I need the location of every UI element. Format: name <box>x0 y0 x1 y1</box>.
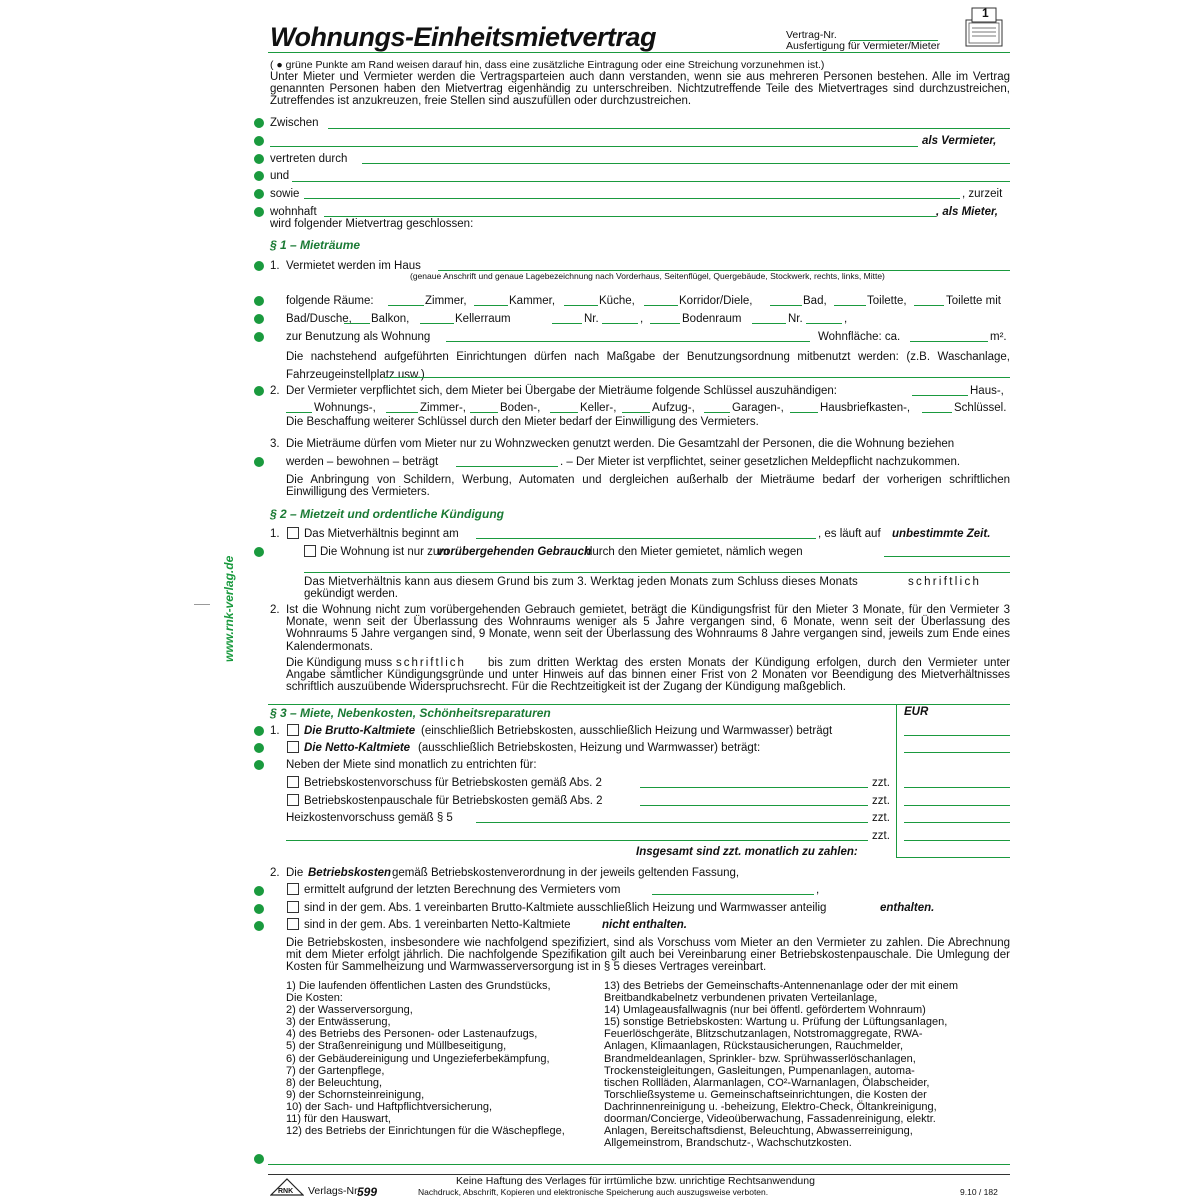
kammer-field[interactable] <box>474 305 508 306</box>
label-keller: Kellerraum <box>455 313 511 325</box>
haus-key-field[interactable] <box>912 395 968 396</box>
footer-version: 9.10 / 182 <box>960 1187 998 1197</box>
endet-text-a: Das Mietverhältnis kann aus diesem Grund bis zum 3. Werktag jeden Monats zum Schluss dieses Monats <box>304 576 858 588</box>
label-wohnung-nur: Die Wohnung ist nur zum <box>320 546 449 558</box>
marker-dot <box>254 136 264 146</box>
kueche-field[interactable] <box>564 305 598 306</box>
label-netto-text: (ausschließlich Betriebskosten, Heizung und Warmwasser) beträgt: <box>418 742 761 754</box>
aufzug-key-field[interactable] <box>622 412 650 413</box>
label-vorschuss: Betriebskostenvorschuss für Betriebskosten gemäß Abs. 2 <box>304 777 602 789</box>
heiz-eur-field[interactable] <box>904 822 1010 823</box>
label-vertreten: vertreten durch <box>270 153 348 165</box>
label-als-vermieter: als Vermieter, <box>922 135 997 147</box>
marker-dot <box>254 886 264 896</box>
s1-p2-text: Der Vermieter verpflichtet sich, dem Mieter bei Übergabe der Mieträume folgende Schlüssel auszuhändigen: <box>286 385 838 397</box>
bk-list-item: 13) des Betriebs der Gemeinschafts-Antennenanlage oder der mit einem <box>604 980 959 992</box>
insgesamt-eur-field[interactable] <box>896 857 1010 858</box>
s1-p3-melde: . – Der Mieter ist verpflichtet, seiner gesetzlichen Meldepflicht nachzukommen. <box>560 456 961 468</box>
label-keller-nr: Nr. <box>584 313 599 325</box>
side-url: www.rnk-verlag.de <box>222 555 236 662</box>
label-sowie: sowie <box>270 188 300 200</box>
marker-dot <box>254 904 264 914</box>
brutto-eur-field[interactable] <box>904 735 1010 736</box>
signature-line[interactable] <box>268 1164 1010 1165</box>
pauschale-field[interactable] <box>640 805 868 806</box>
label-laeuft: , es läuft auf <box>818 528 881 540</box>
vorschuss-checkbox[interactable] <box>287 776 299 788</box>
s3-p2-a: Die <box>286 867 304 879</box>
bk-opt2-checkbox[interactable] <box>287 901 299 913</box>
unbefristet-checkbox[interactable] <box>287 527 299 539</box>
label-zwischen: Zwischen <box>270 117 319 129</box>
korridor-field[interactable] <box>644 305 678 306</box>
marker-dot <box>254 760 264 770</box>
s1-p3-werden: werden – bewohnen – beträgt <box>286 456 439 468</box>
vertreten-field[interactable] <box>362 163 1010 164</box>
label-gemietet: durch den Mieter gemietet, nämlich wegen <box>586 546 803 558</box>
brutto-checkbox[interactable] <box>287 724 299 736</box>
wohnflaeche-field[interactable] <box>910 341 988 342</box>
rnk-logo-text: RNK <box>278 1188 294 1195</box>
label-opt2: sind in der gem. Abs. 1 vereinbarten Brutto-Kaltmiete ausschließlich Heizung und Warmwasser anteilig <box>304 902 827 914</box>
label-toilette-mit: Toilette mit <box>946 295 1001 307</box>
s1-p2-num: 2. <box>270 385 280 397</box>
intro-hint: ( ● grüne Punkte am Rand weisen darauf hin, dass eine zusätzliche Eintragung oder eine Streichung vorzunehmen ist.) <box>270 59 825 71</box>
bk-list-left <box>286 980 604 1137</box>
bk-list-item: Breitbandkabelnetz verbundenen privaten Verteilanlage, <box>604 992 878 1005</box>
marker-dot <box>254 332 264 342</box>
bk-list-item: 3) der Entwässerung, <box>286 1016 391 1029</box>
vermieter-field-2[interactable] <box>270 146 918 147</box>
bk-list-item: 14) Umlageausfallwagnis (nur bei öffentl. gefördertem Wohnraum) <box>604 1004 926 1017</box>
label-zzt: zzt. <box>872 830 890 842</box>
publisher-label: Verlags-Nr. <box>308 1185 360 1197</box>
marker-dot <box>254 547 264 557</box>
marker-dot <box>254 386 264 396</box>
bk-list-item: 11) für den Hauswart, <box>286 1113 391 1126</box>
endet-schriftlich: schriftlich <box>908 576 982 588</box>
heiz-field[interactable] <box>476 822 868 823</box>
footer-copyright: Nachdruck, Abschrift, Kopieren und elektronische Speicherung auch auszugsweise verboten. <box>418 1187 769 1197</box>
berechnung-date-field[interactable] <box>652 894 814 895</box>
marker-dot <box>254 726 264 736</box>
keller-field[interactable] <box>420 323 454 324</box>
bk-list-item: tischen Rollläden, Alarmanlagen, CO²-Warnanlagen, Ölabscheider, <box>604 1076 930 1089</box>
label-bad: Bad, <box>803 295 827 307</box>
bk-list-item: Anlagen, Bereitschaftsdienst, Beleuchtung, Abwasserreinigung, <box>604 1125 913 1138</box>
personen-field[interactable] <box>456 466 558 467</box>
label-und: und <box>270 170 290 182</box>
label-opt1-end: , <box>816 884 820 896</box>
marker-dot <box>254 118 264 128</box>
beschaffung-text: Die Beschaffung weiterer Schlüssel durch den Mieter bedarf der Einwilligung des Vermieters. <box>286 416 759 428</box>
marker-dot <box>254 296 264 306</box>
extra-eur-field[interactable] <box>904 840 1010 841</box>
s1-p3-text: Die Mieträume dürfen vom Mieter nur zu Wohnzwecken genutzt werden. Die Gesamtzahl der Personen, die die Wohnung beziehen <box>286 438 955 450</box>
section-3-heading: § 3 – Miete, Nebenkosten, Schönheitsreparaturen <box>270 706 551 720</box>
label-zzt: zzt. <box>872 795 890 807</box>
s3-p1-num: 1. <box>270 725 280 737</box>
bk-list-item: Anlagen, Klimaanlagen, Rückstausicherungen, Rauchmelder, <box>604 1040 904 1053</box>
label-als-mieter: , als Mieter, <box>936 206 999 218</box>
label-toilette: Toilette, <box>867 295 907 307</box>
hausbrief-key-field[interactable] <box>790 412 818 413</box>
label-wohnflaeche: Wohnfläche: ca. <box>818 331 901 343</box>
label-haus-key: Haus-, <box>970 385 1004 397</box>
label-zimmer-key: Zimmer-, <box>420 402 466 414</box>
keller-key-field[interactable] <box>550 412 578 413</box>
bk-list-item: 4) des Betriebs des Personen- oder Lastenaufzugs, <box>286 1028 538 1041</box>
label-m2: m². <box>990 331 1007 343</box>
bk-opt1-checkbox[interactable] <box>287 883 299 895</box>
vorschuss-field[interactable] <box>640 787 868 788</box>
label-keller-key: Keller-, <box>580 402 617 414</box>
label-wohnhaft: wohnhaft <box>270 206 317 218</box>
section-2-heading: § 2 – Mietzeit und ordentliche Kündigung <box>270 507 505 521</box>
fold-mark <box>194 604 210 605</box>
marker-dot <box>254 171 264 181</box>
s3-top-rule <box>268 704 1010 705</box>
marker-dot <box>254 261 264 271</box>
zimmer-field[interactable] <box>388 305 424 306</box>
label-zurzeit: , zurzeit <box>962 188 1003 200</box>
boden-count-field[interactable] <box>752 323 786 324</box>
label-korridor: Korridor/Diele, <box>679 295 753 307</box>
bad-field[interactable] <box>770 305 802 306</box>
netto-checkbox[interactable] <box>287 741 299 753</box>
intro-text: Unter Mieter und Vermieter werden die Vertragsparteien auch dann verstanden, wenn sie aus mehreren Personen bestehen. Alle im Vertrag genannten Personen haben den Mietvertrag eigenhändig zu unterschreiben. Nichtzutreffende Teile des Mietvertrages sind durchzustreichen, Zutreffendes ist anzukreuzen, freie Stellen sind auszufüllen oder durchzustreichen. <box>270 71 1010 107</box>
grund-field-1[interactable] <box>884 556 1010 557</box>
s1-p3-num: 3. <box>270 438 280 450</box>
label-brutto: Die Brutto-Kaltmiete <box>304 725 416 737</box>
keller-nr-field[interactable] <box>602 323 638 324</box>
s2-p2-num: 2. <box>270 604 280 616</box>
s2-p2-text: Ist die Wohnung nicht zum vorübergehenden Gebrauch gemietet, beträgt die Kündigungsfrist für den Mieter 3 Monate, für den Vermieter 3 Monate, wenn seit der Überlassung des Wohnraums weniger als 5 Jahre vergangen sind, 6 Monate, wenn seit der Überlassung des Wohnraums 5 Jahre vergangen sind, 9 Monate, wenn seit der Überlassung des Wohnraums 8 Jahre vergangen sind, jeweils zum Ende eines Kalendermonats. <box>286 604 1010 653</box>
vorschuss-eur-field[interactable] <box>904 787 1010 788</box>
bk-list-item: Trockensteigleitungen, Gasleitungen, Pumpenanlagen, automa- <box>604 1064 915 1077</box>
keller-count-field[interactable] <box>552 323 582 324</box>
bk-list-item: Dachrinnenreinigung u. -beheizung, Elektro-Check, Öltankreinigung, <box>604 1100 937 1113</box>
marker-dot <box>254 743 264 753</box>
label-boden: Bodenraum <box>682 313 742 325</box>
label-geschlossen: wird folgender Mietvertrag geschlossen: <box>270 218 474 230</box>
s1-p1-text: Vermietet werden im Haus <box>286 260 421 272</box>
bk-list-item: 6) der Gebäudereinigung und Ungezieferbekämpfung, <box>286 1052 550 1065</box>
marker-dot <box>254 189 264 199</box>
s3-p2-b: gemäß Betriebskostenverordnung in der jeweils geltenden Fassung, <box>392 867 740 879</box>
page-title: Wohnungs-Einheitsmietvertrag <box>270 22 657 52</box>
einrichtungen-text: Die nachstehend aufgeführten Einrichtungen dürfen nach Maßgabe der Benutzungsordnung mitbenutzt werden: (z.B. Waschanlage, Fahrzeugeinstellplatz usw.) <box>286 351 1010 381</box>
endet-text-b: gekündigt werden. <box>304 588 398 600</box>
label-kammer: Kammer, <box>509 295 556 307</box>
copy-note: Ausfertigung für Vermieter/Mieter <box>786 40 941 52</box>
label-unbestimmt: unbestimmte Zeit. <box>892 528 991 540</box>
label-boden-key: Boden-, <box>500 402 541 414</box>
label-insgesamt: Insgesamt sind zzt. monatlich zu zahlen: <box>636 846 858 858</box>
label-balkon: Balkon, <box>371 313 410 325</box>
s3-p2-num: 2. <box>270 867 280 879</box>
boden-key-field[interactable] <box>470 412 498 413</box>
label-zzt: zzt. <box>872 812 890 824</box>
label-aufzug-key: Aufzug-, <box>652 402 695 414</box>
label-opt3: sind in der gem. Abs. 1 vereinbarten Netto-Kaltmiete <box>304 919 571 931</box>
label-wohnung-key: Wohnungs-, <box>314 402 376 414</box>
boden-field[interactable] <box>650 323 680 324</box>
bk-list-item: 2) der Wasserversorgung, <box>286 1004 413 1017</box>
marker-dot <box>254 314 264 324</box>
contract-no-label: Vertrag-Nr. <box>786 29 837 41</box>
s2-kuend-b: bis zum dritten Werktag des ersten Monats der Kündigung erfolgen, durch den Vermieter unter Angabe sämtlicher Kündigungsgründe und unter Hinweis auf das binnen einer Frist von 2 Monaten vor Beendigung des Mietverhältnisses schriftlich auszuübende Widerspruchsrecht. Für die Rechtzeitigkeit ist der Zugang der Kündigung maßgeblich. <box>286 657 1010 694</box>
zimmer-key-field[interactable] <box>386 412 418 413</box>
bk-list-item: Die Kosten: <box>286 992 343 1005</box>
haus-hint: (genaue Anschrift und genaue Lagebezeichnung nach Vorderhaus, Seitenflügel, Quergebäude, Stockwerk, rechts, links, Mitte) <box>410 271 885 281</box>
s2-kuend-a: Die Kündigung muss <box>286 657 393 669</box>
pauschale-checkbox[interactable] <box>287 794 299 806</box>
bk-list-item: 1) Die laufenden öffentlichen Lasten des Grundstücks, <box>286 980 551 992</box>
publisher-no: 599 <box>357 1185 378 1199</box>
label-zur-benutzung: zur Benutzung als Wohnung <box>286 331 431 343</box>
label-voruebergehend: vorübergehenden Gebrauch <box>437 546 592 558</box>
bk-list-item: 10) der Sach- und Haftpflichtversicherung, <box>286 1100 493 1113</box>
bk-list-item: 12) des Betriebs der Einrichtungen für die Wäschepflege, <box>286 1125 565 1138</box>
bk-list-item: 15) sonstige Betriebskosten: Wartung u. Prüfung der Lüftungsanlagen, <box>604 1016 948 1029</box>
pauschale-eur-field[interactable] <box>904 805 1010 806</box>
s1-p1-num: 1. <box>270 260 280 272</box>
balkon-field[interactable] <box>344 323 370 324</box>
marker-dot <box>254 1154 264 1164</box>
bk-list-item: doorman/Concierge, Videoüberwachung, Fassadenreinigung, elektr. <box>604 1113 936 1126</box>
bk-list-item: 7) der Gartenpflege, <box>286 1064 385 1077</box>
label-opt1: ermittelt aufgrund der letzten Berechnung des Vermieters vom <box>304 884 621 896</box>
einrichtungen-field[interactable] <box>384 377 1010 378</box>
bk-list-item: Allgemeinstrom, Brandschutz-, Wachschutzkosten. <box>604 1137 852 1150</box>
label-comma: , <box>640 313 644 325</box>
label-schluessel: Schlüssel. <box>954 402 1007 414</box>
bk-opt3-checkbox[interactable] <box>287 918 299 930</box>
vermieter-field-1[interactable] <box>328 128 1010 129</box>
mieter-field-2[interactable] <box>304 198 960 199</box>
label-zzt: zzt. <box>872 777 890 789</box>
label-zimmer: Zimmer, <box>425 295 467 307</box>
eur-header: EUR <box>904 706 929 718</box>
netto-eur-field[interactable] <box>904 752 1010 753</box>
label-pauschale: Betriebskostenpauschale für Betriebskosten gemäß Abs. 2 <box>304 795 603 807</box>
marker-dot <box>254 921 264 931</box>
section-1-heading: § 1 – Mieträume <box>270 238 361 252</box>
bk-list-item: 9) der Schornsteinreinigung, <box>286 1088 425 1101</box>
benutzung-field[interactable] <box>446 341 810 342</box>
label-baddusche: Bad/Dusche, <box>286 313 352 325</box>
label-hausbrief-key: Hausbriefkasten-, <box>820 402 911 414</box>
label-comma: , <box>844 313 848 325</box>
raeume-label: folgende Räume: <box>286 295 374 307</box>
label-garagen-key: Garagen-, <box>732 402 784 414</box>
s3-p2-bk: Betriebskosten <box>308 867 392 879</box>
bk-text: Die Betriebskosten, insbesondere wie nachfolgend spezifiziert, sind als Vorschuss vom Mieter an den Vermieter zu zahlen. Die Abrechnung mit dem Mieter erfolgt jährlich. Die nachfolgende Spezifikation gilt auch bei Vereinbarung einer Betriebskostenpauschale. Die Umlegung der Kosten für Sammelheizung und Warmwasserversorgung ist in § 5 dieses Vertrages vereinbart. <box>286 937 1010 974</box>
label-beginnt: Das Mietverhältnis beginnt am <box>304 528 459 540</box>
bk-list-item: 8) der Beleuchtung, <box>286 1076 383 1089</box>
sonst-key-field[interactable] <box>922 412 952 413</box>
title-underline <box>268 52 1010 53</box>
wohnhaft-field[interactable] <box>324 216 936 217</box>
extra-field[interactable] <box>286 840 868 841</box>
page-badge: 1 <box>982 6 989 20</box>
label-brutto-text: (einschließlich Betriebskosten, ausschließlich Heizung und Warmwasser) beträgt <box>421 725 833 737</box>
marker-dot <box>254 154 264 164</box>
footer-disclaimer: Keine Haftung des Verlages für irrtümliche bzw. unrichtige Rechtsanwendung <box>456 1175 815 1187</box>
bk-list-item: 5) der Straßenreinigung und Müllbeseitigung, <box>286 1040 507 1053</box>
bk-list-item: Brandmeldeanlagen, Sprinkler- bzw. Sprühwasserlöschanlagen, <box>604 1052 916 1065</box>
mieter-field-1[interactable] <box>292 181 1010 182</box>
beginn-field[interactable] <box>476 538 816 539</box>
label-opt3-b: nicht enthalten. <box>602 919 687 931</box>
marker-dot <box>254 457 264 467</box>
label-kueche: Küche, <box>599 295 635 307</box>
s2-kuend-schriftlich: schriftlich <box>396 657 466 669</box>
s2-p1-num: 1. <box>270 528 280 540</box>
wohnung-key-field[interactable] <box>286 412 312 413</box>
bk-list-item: Feuerlöschgeräte, Blitzschutzanlagen, Notstromaggregate, RWA- <box>604 1028 923 1041</box>
boden-nr-field[interactable] <box>806 323 842 324</box>
marker-dot <box>254 207 264 217</box>
garagen-key-field[interactable] <box>704 412 730 413</box>
s1-p3-schilder: Die Anbringung von Schildern, Werbung, Automaten und dergleichen außerhalb der Mieträume bedarf der vorherigen schriftlichen Einwilligung des Vermieters. <box>286 474 1010 499</box>
befristet-checkbox[interactable] <box>304 545 316 557</box>
label-boden-nr: Nr. <box>788 313 803 325</box>
bk-list-right <box>604 980 1010 1149</box>
label-netto: Die Netto-Kaltmiete <box>304 742 411 754</box>
eur-column-divider <box>896 704 897 858</box>
grund-field-2[interactable] <box>304 572 1010 573</box>
label-opt2-b: enthalten. <box>880 902 935 914</box>
toilette-mit-field[interactable] <box>914 305 944 306</box>
label-neben: Neben der Miete sind monatlich zu entrichten für: <box>286 759 537 771</box>
label-heiz: Heizkostenvorschuss gemäß § 5 <box>286 812 453 824</box>
bk-list-item: Torschließsysteme u. Gemeinschaftseinrichtungen, die Kosten der <box>604 1088 927 1101</box>
toilette-field[interactable] <box>834 305 866 306</box>
